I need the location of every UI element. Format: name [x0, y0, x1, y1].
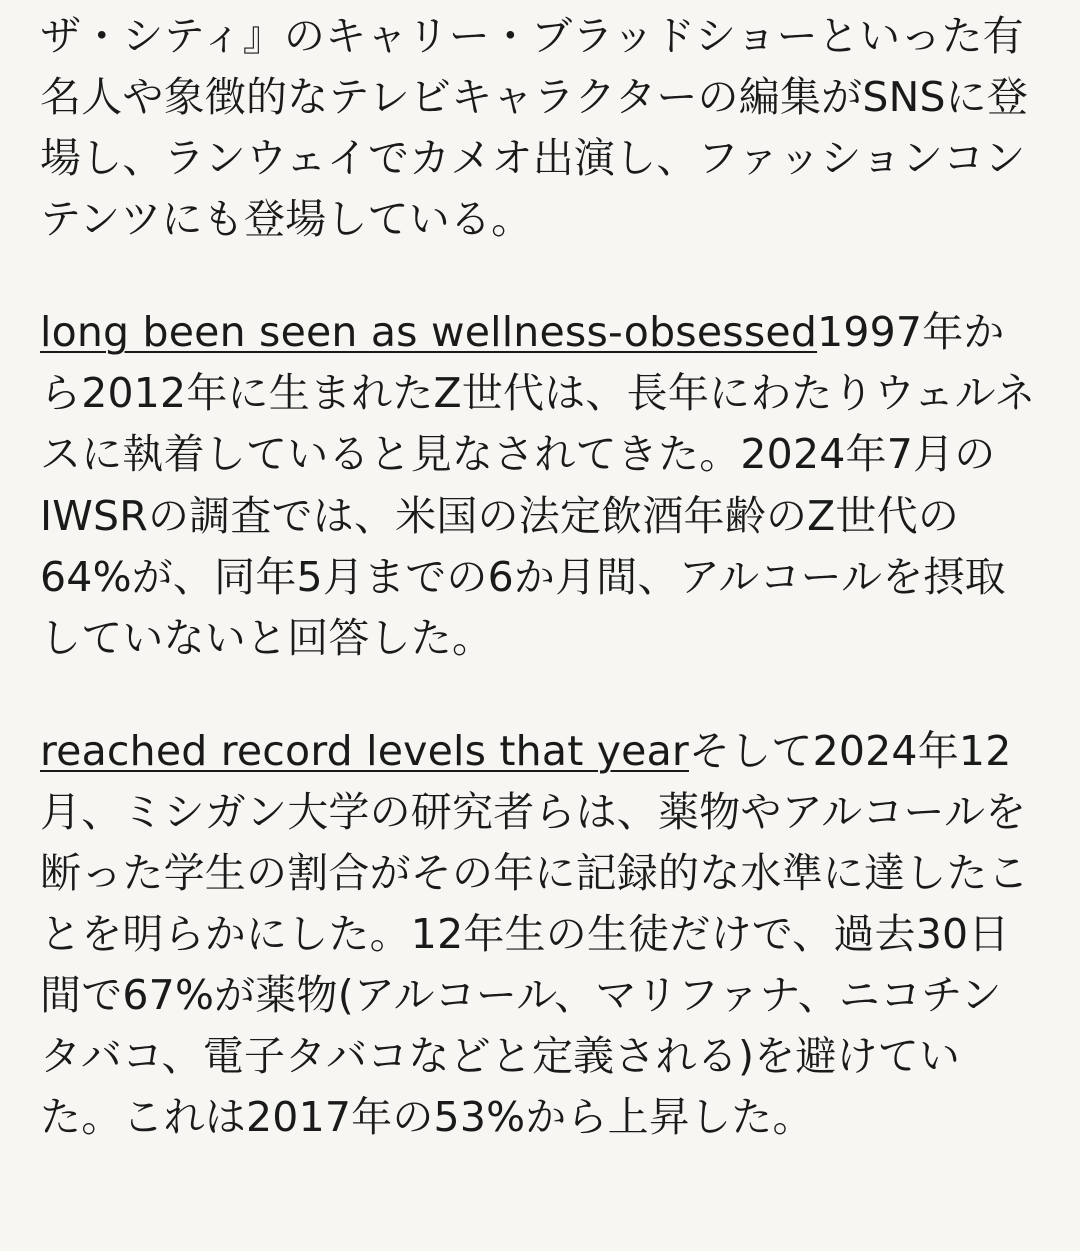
paragraph-record-levels-text: そして2024年12月、ミシガン大学の研究者らは、薬物やアルコールを断った学生の割合がその年に記録的な水準に達したことを明らかにした。12年生の生徒だけで、過去30日間で67%が薬物(アルコール、マリファナ、ニコチンタバコ、電子タバコなどと定義される)を避けていた。これは2017年の53%から上昇した。: [40, 726, 1029, 1142]
paragraph-record-levels: [40, 721, 1036, 1149]
inline-link-wellness-obsessed[interactable]: long been seen as wellness-obsessed: [40, 308, 818, 357]
paragraph-continued-text: ザ・シティ』のキャリー・ブラッドショーといった有名人や象徴的なテレビキャラクターの編集がSNSに登場し、ランウェイでカメオ出演し、ファッションコンテンツにも登場している。: [40, 12, 1029, 244]
inline-link-record-levels[interactable]: reached record levels that year: [40, 726, 689, 775]
paragraph-wellness-obsessed: [40, 302, 1036, 668]
paragraph-continued: [40, 6, 1036, 250]
paragraph-wellness-obsessed-text: 1997年から2012年に生まれたZ世代は、長年にわたりウェルネスに執着していると見なされてきた。2024年7月のIWSRの調査では、米国の法定飲酒年齢のZ世代の64%が、同年5月までの6か月間、アルコールを摂取していないと回答した。: [40, 308, 1036, 662]
article-body: [40, 0, 1036, 1148]
